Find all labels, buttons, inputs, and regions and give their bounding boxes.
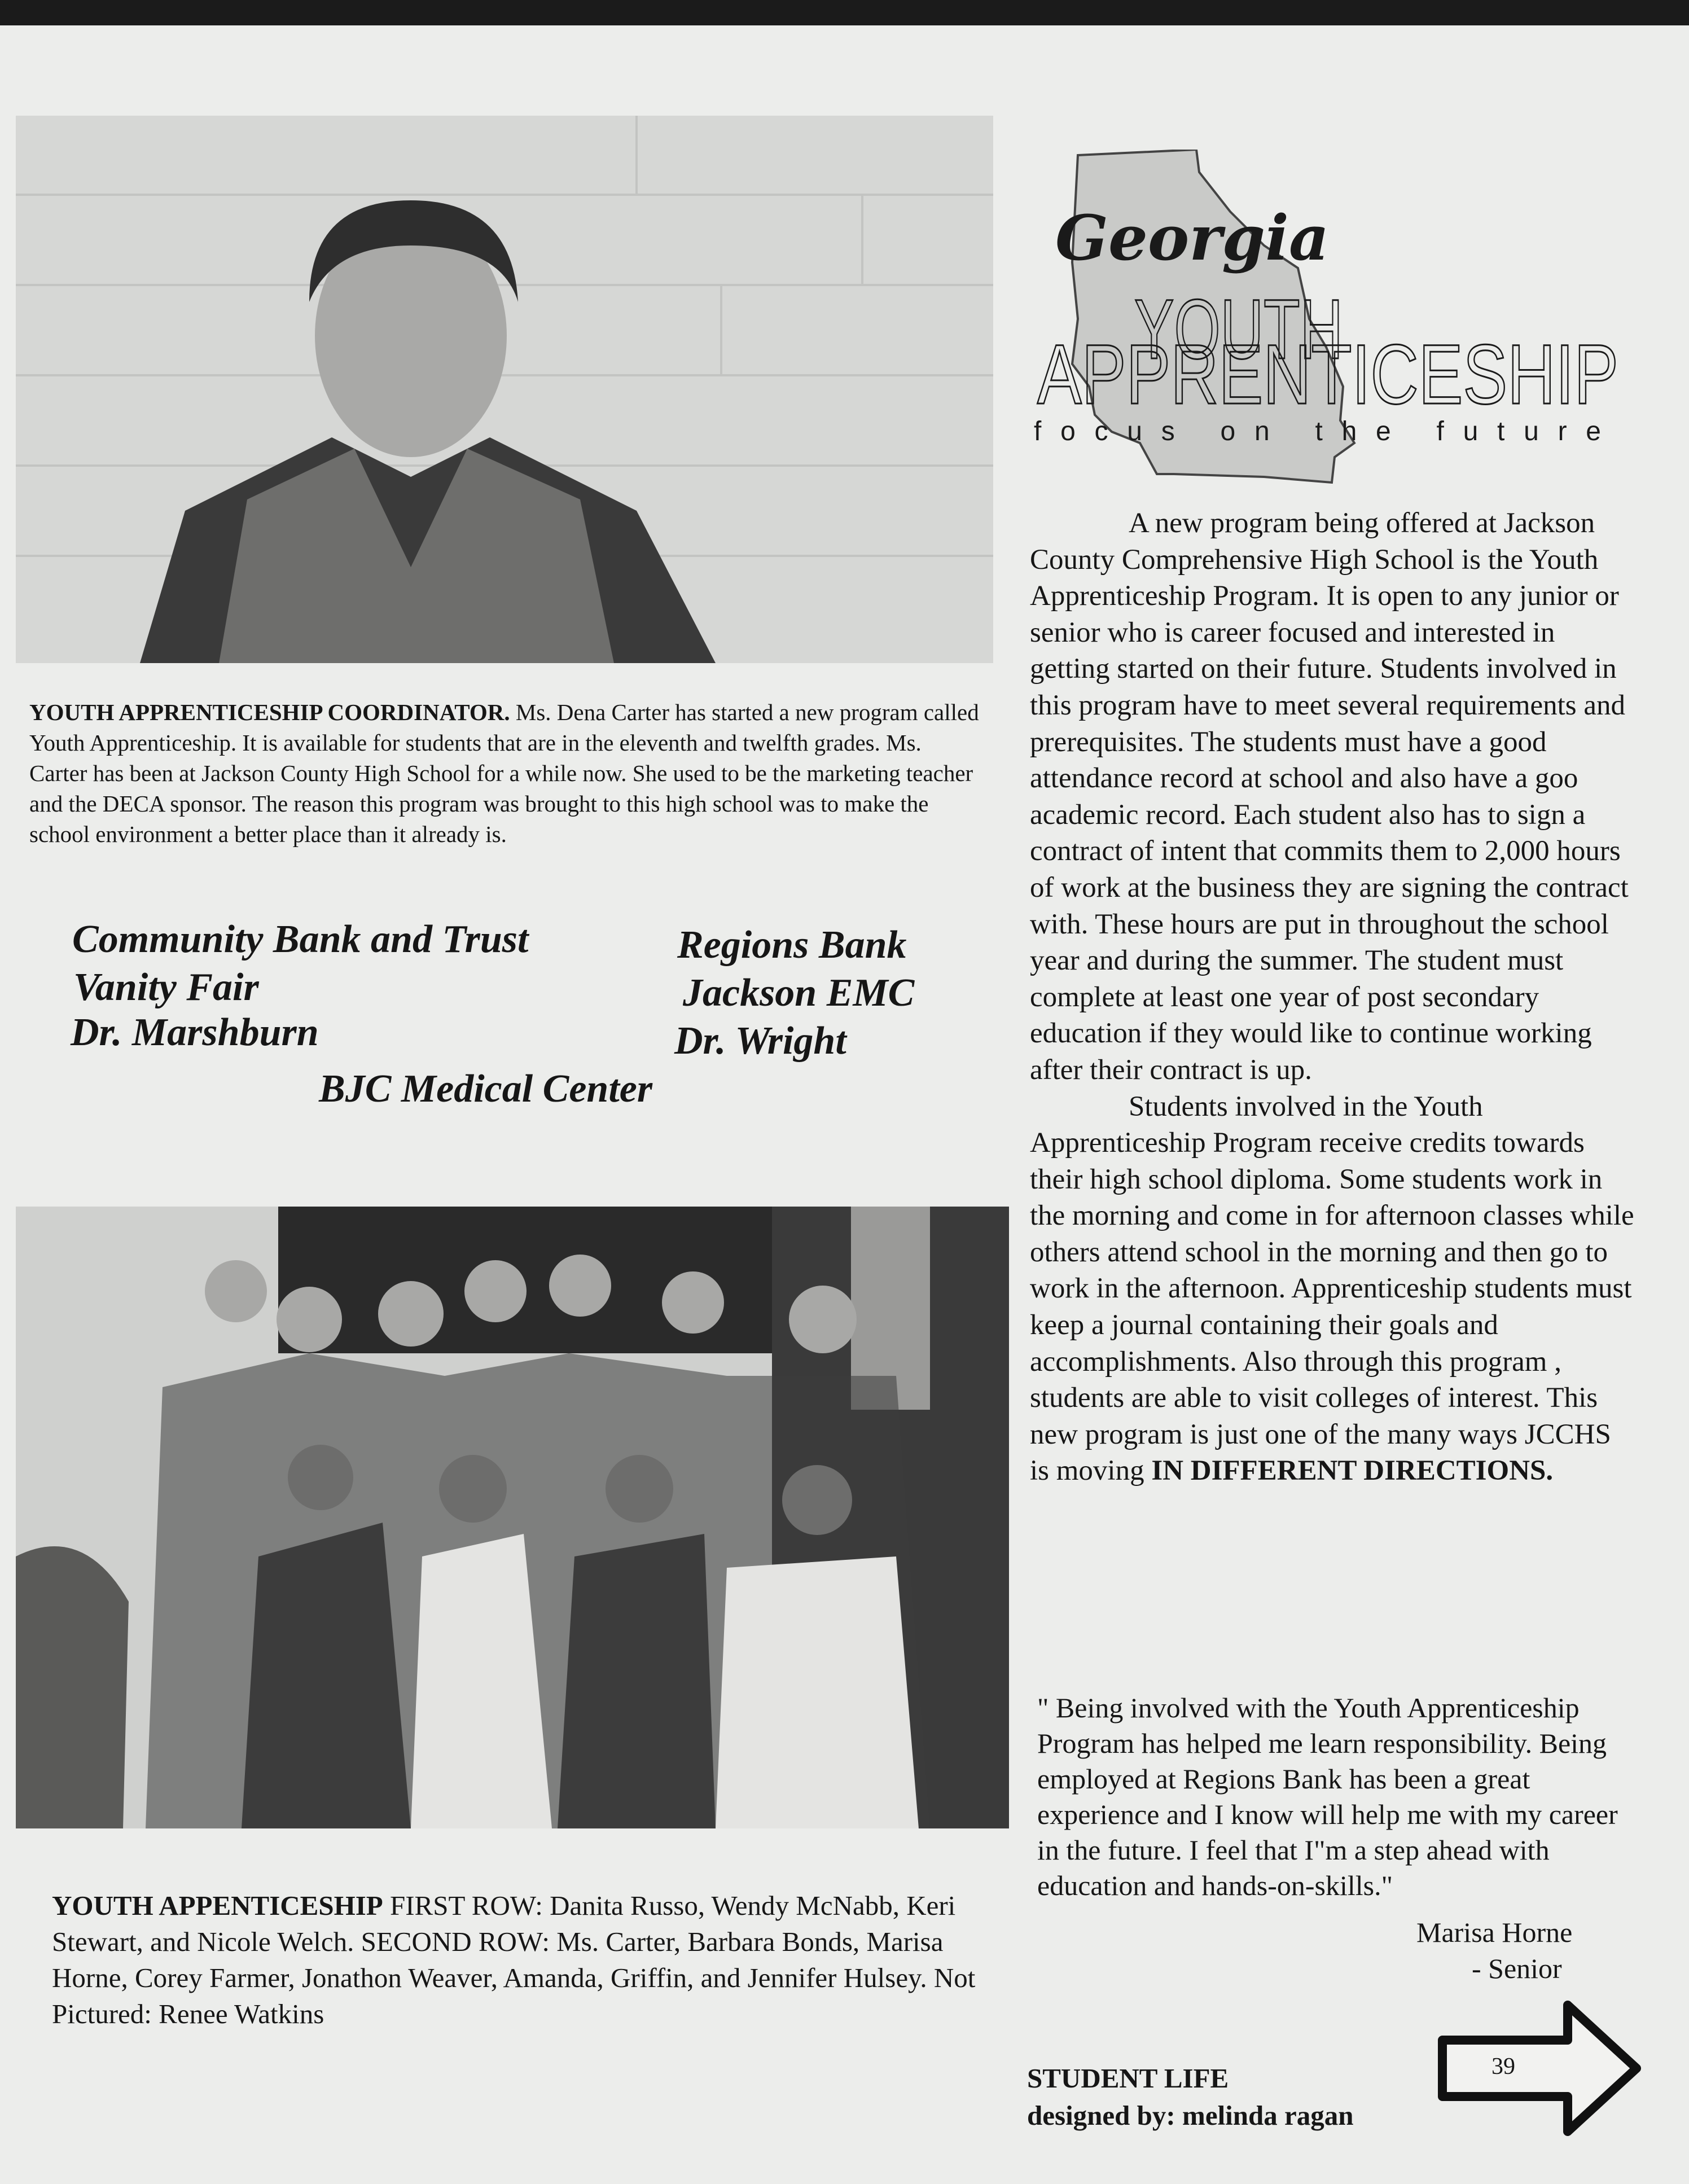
group-caption-text: FIRST ROW: Danita Russo, Wendy McNabb, Keri Stewart, and Nicole Welch. SECOND ROW: Ms. Carter, Barbara Bonds, Marisa Horne, Corey Farmer, Jonathon Weaver, Amanda, Griffin, and Jennifer Hulsey. Not Pictured: Renee Watkins — [52, 1890, 976, 2029]
georgia-youth-apprenticeship-logo — [1027, 150, 1625, 511]
sponsor-dr-marshburn: Dr. Marshburn — [71, 1011, 319, 1054]
article-paragraph-2-text: Students involved in the Youth Apprenticeship Program receive credits towards their high school diploma. Some students work in the morning and come in for afternoon classes while others attend school in the morning and then go to work in the afternoon. Apprenticeship students must keep a journal containing their goals and accomplishments. Also through this program , students are able to visit colleges of interest. This new program is just one of the many ways JCCHS is moving — [1030, 1090, 1634, 1487]
caption-text: Ms. Dena Carter has started a new program called Youth Apprenticeship. It is available for students that are in the eleventh and twelfth grades. Ms. Carter has been at Jackson County High School for a while now. She used to be the marketing teacher and the DECA sponsor. The reason this program was brought to this high school was to make the school environment a better place than it already is. — [29, 699, 979, 847]
quote-author-role: - Senior — [1472, 1953, 1562, 1984]
article-body — [1030, 505, 1637, 1489]
group-caption — [52, 1888, 1000, 2032]
article-paragraph-1: A new program being offered at Jackson County Comprehensive High School is the Youth Apprenticeship Program. It is open to any junior or senior who is career focused and interested in getting started on their future. Students involved in this program have to meet several requirements and prerequisites. The students must have a good attendance record at school and also have a goo academic record. Each student also has to sign a contract of intent that commits them to 2,000 hours of work at the business they are signing the contract with. These hours are put in throughout the school year and during the summer. The student must complete at least one year of post secondary education if they would like to continue working after their contract is up. — [1030, 507, 1629, 1086]
sponsor-community-bank: Community Bank and Trust — [72, 918, 529, 961]
caption-heading: YOUTH APPRENTICESHIP COORDINATOR. — [29, 699, 510, 725]
coordinator-portrait-photo — [16, 116, 993, 663]
georgia-state-outline-icon — [1027, 150, 1625, 511]
page-footer — [1027, 2060, 1354, 2134]
student-quote: " Being involved with the Youth Apprenticeship Program has helped me learn responsibility. Being employed at Regions Bank has been a great experience and I know will help me with my career in the future. I feel that I"m a step ahead with education and hands-on-skills." — [1037, 1692, 1618, 1901]
logo-line1: YOUTH — [1134, 282, 1343, 376]
group-photo — [16, 1207, 1009, 1828]
article-paragraph-2 — [1030, 1089, 1637, 1490]
yearbook-page — [0, 25, 1689, 2184]
sponsor-bjc-medical-center: BJC Medical Center — [319, 1067, 653, 1111]
logo-tagline: focus on the future — [1034, 416, 1618, 446]
footer-designer-credit: designed by: melinda ragan — [1027, 2100, 1354, 2131]
sponsor-dr-wright: Dr. Wright — [674, 1019, 846, 1063]
page-number: 39 — [1491, 2054, 1515, 2080]
footer-section-label: STUDENT LIFE — [1027, 2063, 1229, 2094]
sponsor-vanity-fair: Vanity Fair — [73, 966, 259, 1009]
logo-state: Georgia — [1055, 201, 1330, 274]
coordinator-caption — [29, 697, 983, 849]
logo-line2: APPRENTICESHIP — [1037, 327, 1618, 422]
sponsor-jackson-emc: Jackson EMC — [683, 971, 915, 1015]
sponsor-regions-bank: Regions Bank — [677, 923, 907, 967]
page-number-arrow-icon — [1438, 2001, 1641, 2136]
quote-author-name: Marisa Horne — [1416, 1917, 1573, 1948]
article-emphasis: IN DIFFERENT DIRECTIONS. — [1151, 1455, 1554, 1487]
group-caption-heading: YOUTH APPENTICESHIP — [52, 1890, 383, 1921]
